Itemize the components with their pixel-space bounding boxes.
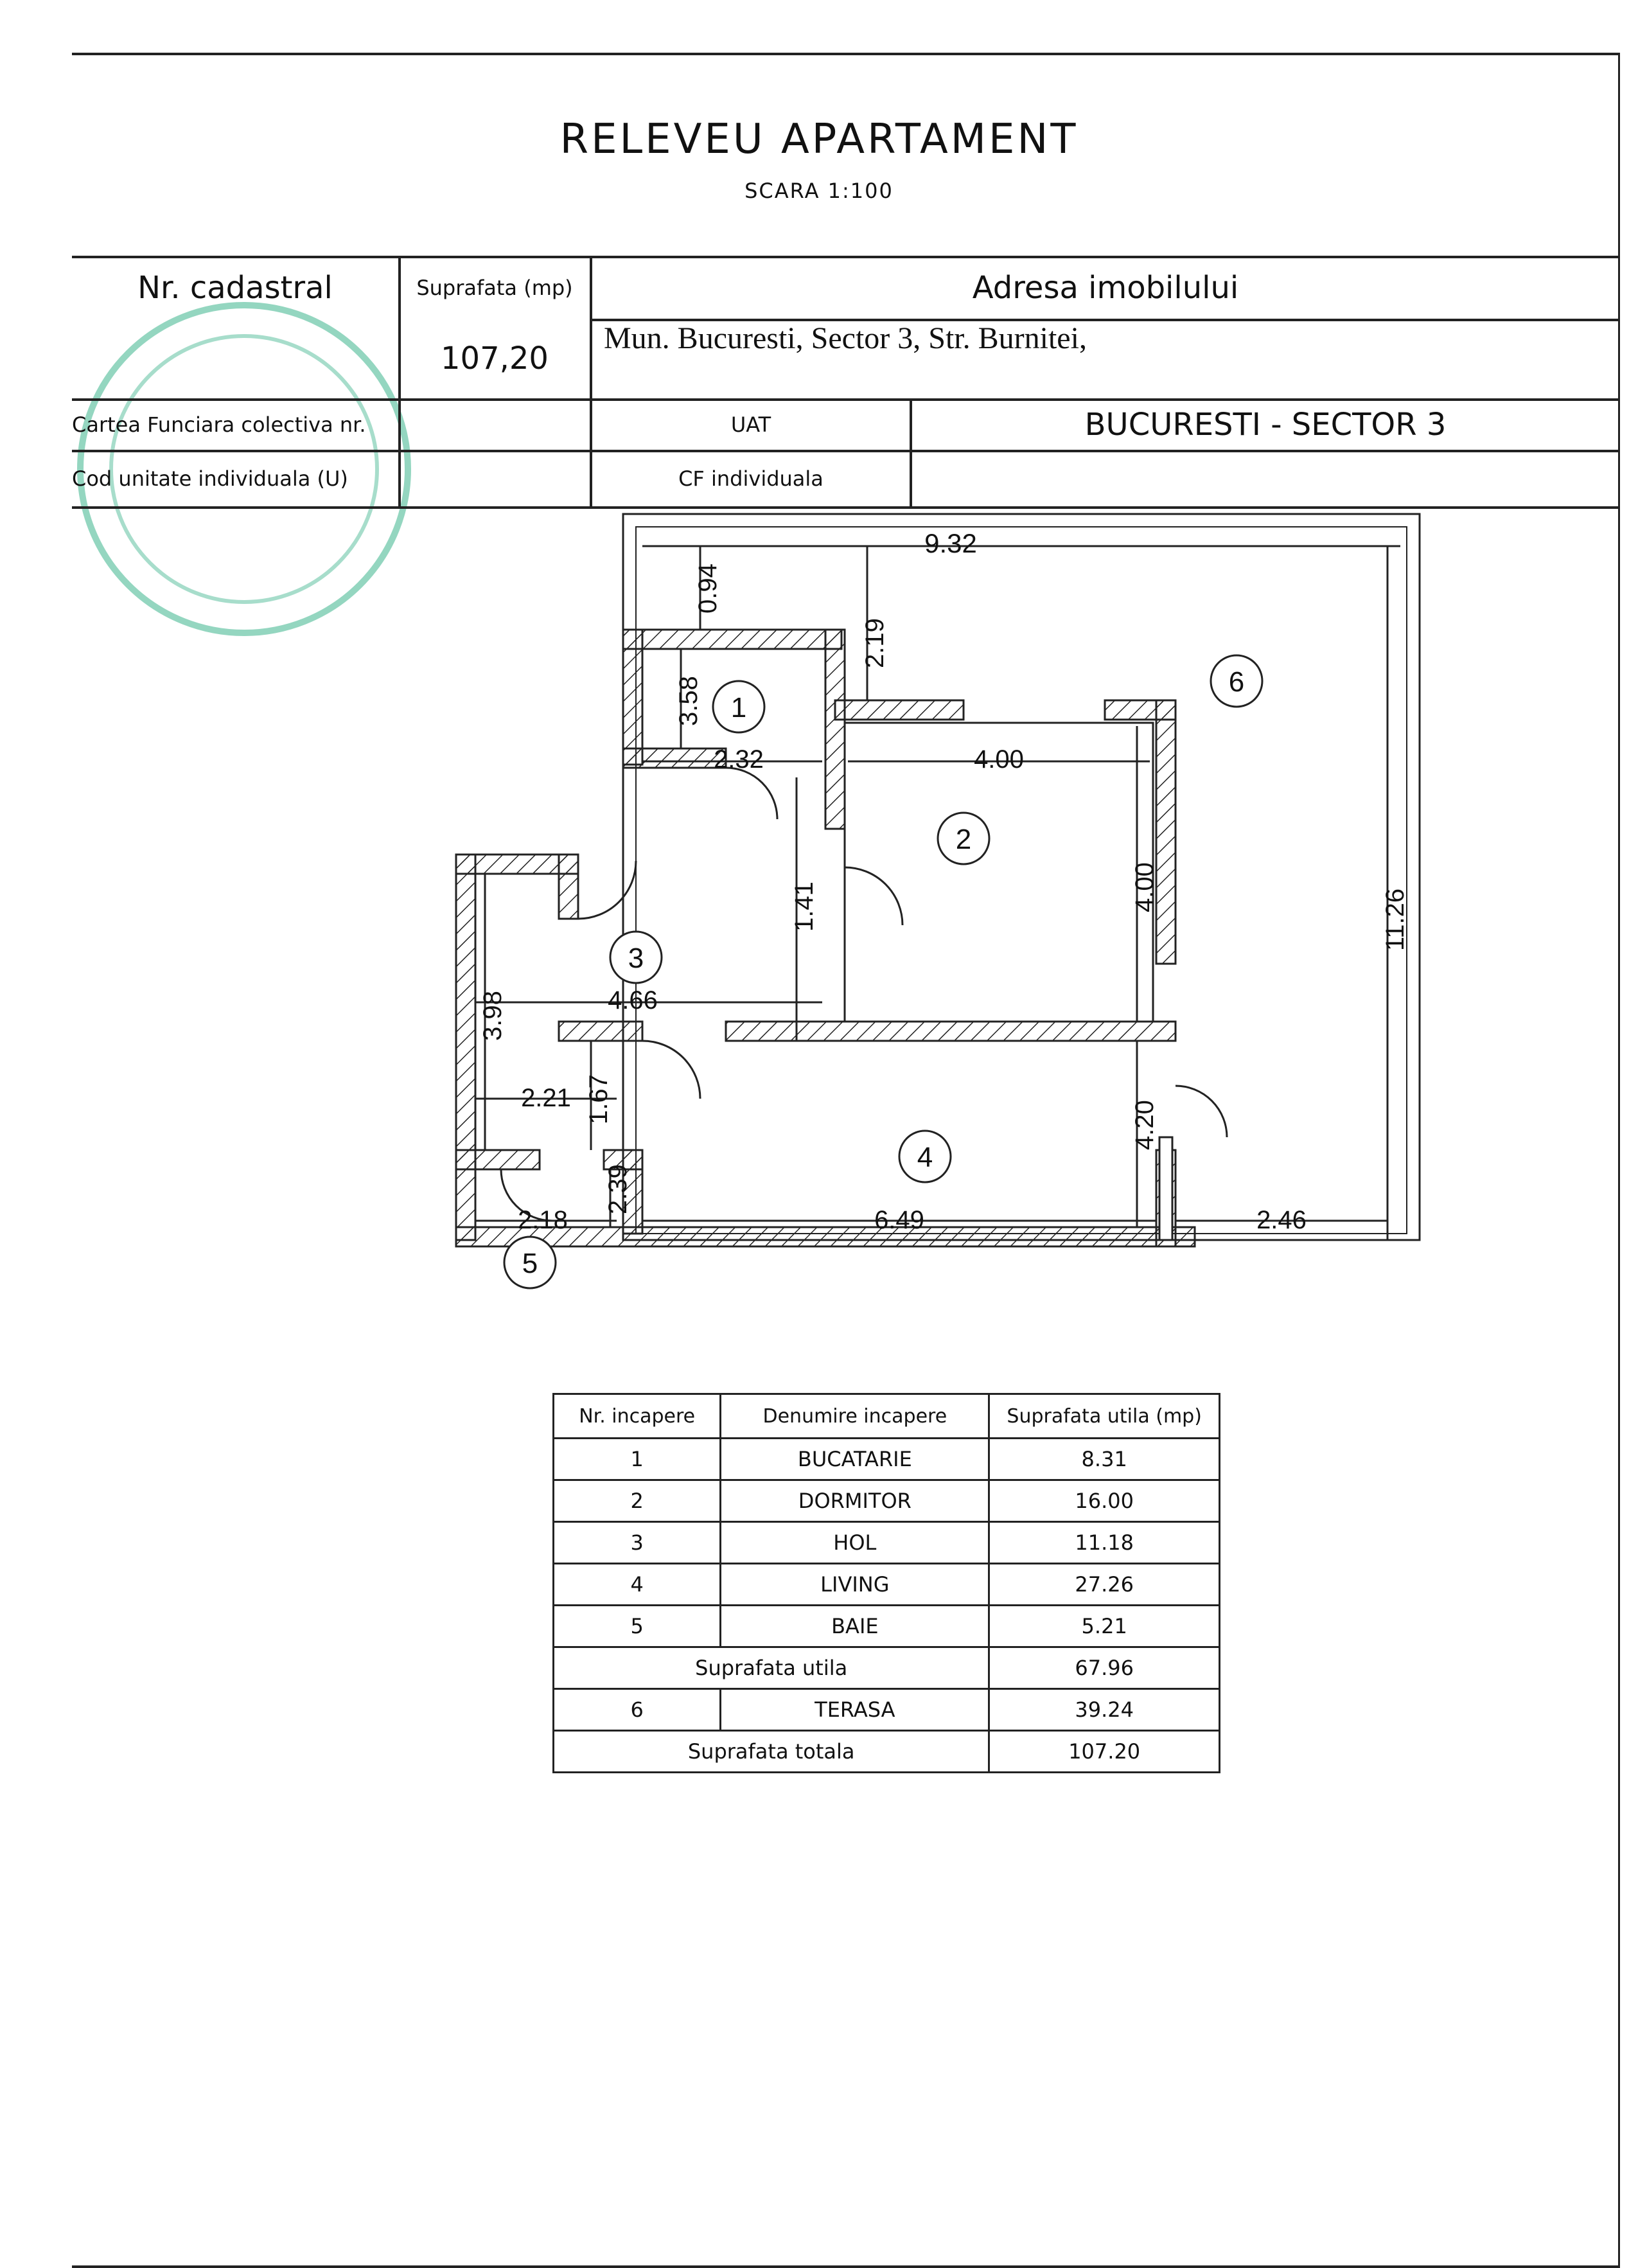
door-arc bbox=[642, 1041, 700, 1099]
room-name: BAIE bbox=[721, 1606, 989, 1647]
room-number: 2 bbox=[955, 824, 972, 855]
dim-label: 6.49 bbox=[874, 1206, 924, 1234]
wall bbox=[623, 749, 726, 768]
door-arc bbox=[726, 768, 777, 819]
room-nr: 3 bbox=[554, 1522, 721, 1564]
room-area: 5.21 bbox=[989, 1606, 1220, 1647]
wall bbox=[559, 855, 578, 919]
room-name: LIVING bbox=[721, 1564, 989, 1606]
window bbox=[1159, 1137, 1172, 1240]
terrace-outline bbox=[623, 514, 1420, 1240]
door-arc bbox=[1176, 1086, 1227, 1137]
dim-label: 3.58 bbox=[674, 676, 703, 726]
wall bbox=[726, 1022, 1176, 1041]
room-nr: 6 bbox=[554, 1689, 721, 1731]
table-row bbox=[554, 1606, 1220, 1647]
dim-label: 4.00 bbox=[1131, 862, 1159, 912]
room-nr: 4 bbox=[554, 1564, 721, 1606]
floor-plan bbox=[424, 508, 1426, 1394]
room-area: 27.26 bbox=[989, 1564, 1220, 1606]
suprafata-label: Suprafata (mp) bbox=[416, 276, 573, 300]
room-number: 4 bbox=[917, 1142, 933, 1173]
room-name: HOL bbox=[721, 1522, 989, 1564]
adresa-value: Mun. Bucuresti, Sector 3, Str. Burnitei, bbox=[604, 321, 1087, 355]
dim-label: 4.66 bbox=[608, 986, 658, 1014]
subtotal-label: Suprafata utila bbox=[554, 1647, 989, 1689]
dim-label: 1.41 bbox=[790, 882, 818, 932]
room-area: 11.18 bbox=[989, 1522, 1220, 1564]
wall bbox=[456, 1150, 540, 1169]
table-row bbox=[554, 1689, 1220, 1731]
uat-label: UAT bbox=[730, 412, 771, 437]
suprafata-value: 107,20 bbox=[441, 341, 549, 377]
dimension-labels bbox=[479, 528, 1409, 1234]
wall bbox=[559, 1022, 642, 1041]
subtotal-value: 67.96 bbox=[989, 1647, 1220, 1689]
header-area: Suprafata utila (mp) bbox=[989, 1394, 1220, 1439]
total-value: 107.20 bbox=[989, 1731, 1220, 1773]
header-name: Denumire incapere bbox=[721, 1394, 989, 1439]
room-number: 5 bbox=[522, 1248, 538, 1279]
total-row bbox=[554, 1731, 1220, 1773]
room-name: BUCATARIE bbox=[721, 1439, 989, 1480]
total-label: Suprafata totala bbox=[554, 1731, 989, 1773]
adresa-label: Adresa imobilului bbox=[972, 270, 1239, 306]
wall bbox=[623, 630, 841, 649]
dim-label: 3.98 bbox=[479, 991, 507, 1041]
room-nr: 2 bbox=[554, 1480, 721, 1522]
room-area: 16.00 bbox=[989, 1480, 1220, 1522]
dim-label: 11.26 bbox=[1381, 888, 1409, 951]
room-number: 6 bbox=[1228, 666, 1245, 698]
dim-label: 2.21 bbox=[521, 1084, 571, 1112]
subtotal-row bbox=[554, 1647, 1220, 1689]
table-row bbox=[554, 1522, 1220, 1564]
dim-label: 4.00 bbox=[974, 745, 1024, 774]
dim-label: 4.20 bbox=[1131, 1100, 1159, 1150]
wall bbox=[835, 700, 964, 720]
nr-cadastral-label: Nr. cadastral bbox=[137, 270, 333, 306]
dim-label: 9.32 bbox=[924, 528, 977, 558]
room-nr: 5 bbox=[554, 1606, 721, 1647]
room-name: TERASA bbox=[721, 1689, 989, 1731]
dim-label: 0.94 bbox=[694, 563, 722, 614]
dim-label: 2.46 bbox=[1256, 1206, 1307, 1234]
table-row bbox=[554, 1564, 1220, 1606]
page-title: RELEVEU APARTAMENT bbox=[559, 116, 1079, 163]
room-area: 39.24 bbox=[989, 1689, 1220, 1731]
table-row bbox=[554, 1439, 1220, 1480]
door-arc bbox=[578, 861, 636, 919]
header-nr: Nr. incapere bbox=[554, 1394, 721, 1439]
dim-label: 1.67 bbox=[585, 1074, 613, 1124]
wall bbox=[825, 630, 845, 829]
door-arc bbox=[845, 867, 903, 925]
cf-label: CF individuala bbox=[678, 466, 823, 491]
room-number: 1 bbox=[730, 692, 747, 723]
room-name: DORMITOR bbox=[721, 1480, 989, 1522]
room-nr: 1 bbox=[554, 1439, 721, 1480]
room-area: 8.31 bbox=[989, 1439, 1220, 1480]
scale-label: SCARA 1:100 bbox=[744, 179, 894, 203]
dim-label: 2.32 bbox=[714, 745, 764, 774]
wall bbox=[456, 855, 475, 1240]
cod-label: Cod unitate individuala (U) bbox=[72, 466, 348, 491]
wall bbox=[1156, 700, 1176, 964]
table-row bbox=[554, 1480, 1220, 1522]
dim-label: 2.18 bbox=[518, 1206, 568, 1234]
dim-label: 2.39 bbox=[604, 1164, 632, 1214]
room-number: 3 bbox=[628, 943, 644, 974]
cartea-label: Cartea Funciara colectiva nr. bbox=[72, 412, 366, 437]
dim-label: 2.19 bbox=[861, 618, 889, 668]
uat-value: BUCURESTI - SECTOR 3 bbox=[1084, 407, 1447, 443]
table-header-row bbox=[554, 1394, 1220, 1439]
rooms-table bbox=[552, 1393, 1220, 1773]
